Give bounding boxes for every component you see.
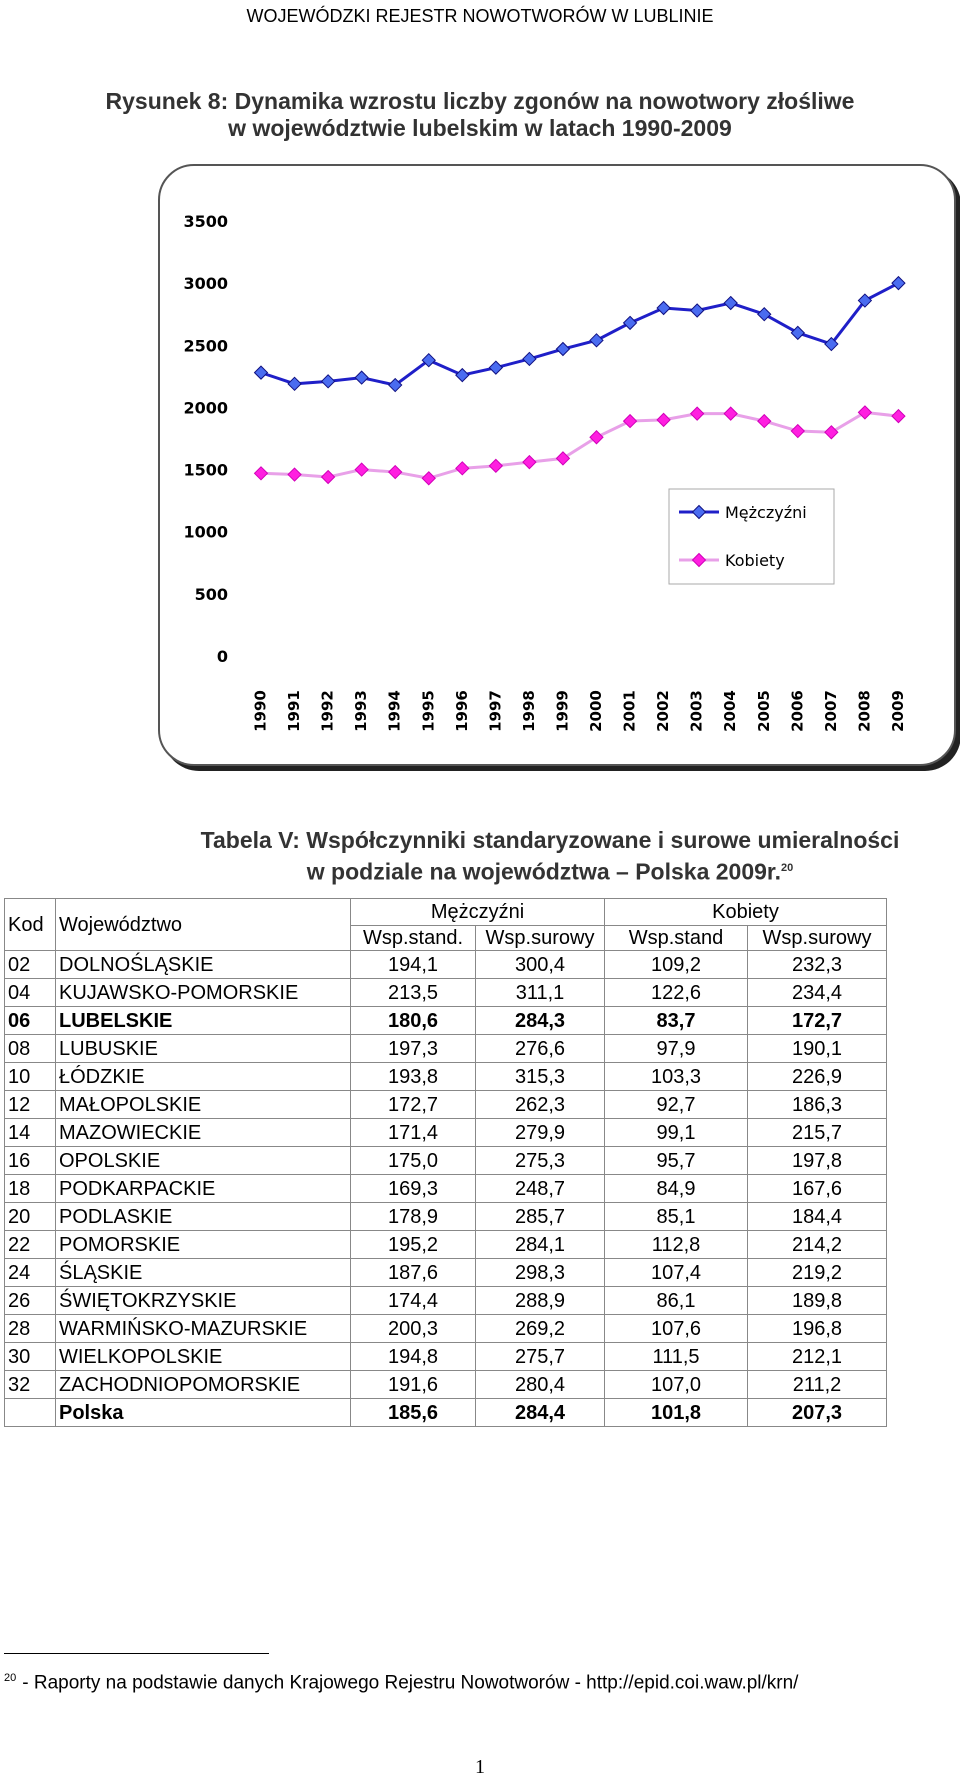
data-point <box>791 425 804 438</box>
table-row <box>5 1007 887 1035</box>
cell-wojewodztwo: ŁÓDZKIE <box>56 1063 351 1091</box>
col-header-men-raw: Wsp.surowy <box>476 926 605 951</box>
data-point <box>322 471 335 484</box>
data-point <box>892 277 905 290</box>
cell-women-std: 95,7 <box>605 1147 748 1175</box>
y-tick-label: 0 <box>216 647 228 666</box>
cell-men-std: 187,6 <box>351 1259 476 1287</box>
x-tick-label: 1992 <box>318 690 337 732</box>
cell-men-raw: 275,7 <box>476 1343 605 1371</box>
cell-women-std: 109,2 <box>605 951 748 979</box>
x-tick-label: 1995 <box>419 690 438 732</box>
footnote-number: 20 <box>4 1672 17 1684</box>
cell-kod: 30 <box>5 1343 56 1371</box>
x-tick-label: 1993 <box>352 690 371 732</box>
figure-title <box>0 88 960 142</box>
cell-men-raw: 248,7 <box>476 1175 605 1203</box>
cell-women-raw: 190,1 <box>748 1035 887 1063</box>
cell-kod: 28 <box>5 1315 56 1343</box>
cell-men-std: 175,0 <box>351 1147 476 1175</box>
mortality-table <box>4 898 887 1427</box>
data-point <box>389 466 402 479</box>
legend-label-men: Mężczyźni <box>725 503 807 522</box>
data-point <box>624 316 637 329</box>
cell-kod: 10 <box>5 1063 56 1091</box>
cell-women-std: 103,3 <box>605 1063 748 1091</box>
col-header-women-raw: Wsp.surowy <box>748 926 887 951</box>
cell-men-raw: 285,7 <box>476 1203 605 1231</box>
cell-kod: 02 <box>5 951 56 979</box>
cell-kod: 08 <box>5 1035 56 1063</box>
cell-wojewodztwo: OPOLSKIE <box>56 1147 351 1175</box>
data-point <box>657 413 670 426</box>
data-point <box>825 426 838 439</box>
cell-kod: 22 <box>5 1231 56 1259</box>
table-title-line-1: Tabela V: Współczynniki standaryzowane i surowe umieralności <box>200 827 900 853</box>
cell-men-std: 194,1 <box>351 951 476 979</box>
cell-men-std: 200,3 <box>351 1315 476 1343</box>
table-row <box>5 1371 887 1399</box>
cell-kod: 16 <box>5 1147 56 1175</box>
x-tick-label: 2009 <box>888 690 907 732</box>
table-row <box>5 979 887 1007</box>
data-point <box>758 415 771 428</box>
cell-wojewodztwo: LUBELSKIE <box>56 1007 351 1035</box>
footnote-divider <box>4 1653 269 1654</box>
data-point <box>288 468 301 481</box>
cell-women-raw: 167,6 <box>748 1175 887 1203</box>
table-row <box>5 951 887 979</box>
y-tick-label: 3500 <box>183 212 228 231</box>
table-row <box>5 1315 887 1343</box>
x-tick-label: 1999 <box>553 690 572 732</box>
cell-wojewodztwo: LUBUSKIE <box>56 1035 351 1063</box>
data-point <box>624 415 637 428</box>
cell-women-std: 84,9 <box>605 1175 748 1203</box>
cell-wojewodztwo: PODLASKIE <box>56 1203 351 1231</box>
cell-men-std: 172,7 <box>351 1091 476 1119</box>
data-point <box>355 371 368 384</box>
x-tick-label: 2001 <box>620 690 639 732</box>
figure-title-line-1: Rysunek 8: Dynamika wzrostu liczby zgonów na nowotwory złośliwe <box>105 88 855 114</box>
cell-wojewodztwo: MAŁOPOLSKIE <box>56 1091 351 1119</box>
cell-men-std: 197,3 <box>351 1035 476 1063</box>
cell-wojewodztwo: ZACHODNIOPOMORSKIE <box>56 1371 351 1399</box>
cell-men-raw: 284,4 <box>476 1399 605 1427</box>
cell-men-raw: 276,6 <box>476 1035 605 1063</box>
cell-kod <box>5 1399 56 1427</box>
cell-kod: 26 <box>5 1287 56 1315</box>
data-point <box>489 361 502 374</box>
figure-title-line-2: w województwie lubelskim w latach 1990-2009 <box>228 115 732 141</box>
y-tick-label: 3000 <box>183 274 228 294</box>
cell-women-raw: 197,8 <box>748 1147 887 1175</box>
data-point <box>523 352 536 365</box>
y-tick-label: 2500 <box>183 336 228 356</box>
y-tick-label: 2000 <box>183 398 228 418</box>
cell-kod: 06 <box>5 1007 56 1035</box>
footnote <box>4 1672 798 1694</box>
table-row <box>5 1259 887 1287</box>
cell-men-std: 185,6 <box>351 1399 476 1427</box>
data-point <box>456 462 469 475</box>
cell-women-raw: 207,3 <box>748 1399 887 1427</box>
col-group-men: Mężczyźni <box>351 899 605 926</box>
x-tick-label: 2000 <box>587 690 605 732</box>
cell-women-std: 92,7 <box>605 1091 748 1119</box>
cell-wojewodztwo: Polska <box>56 1399 351 1427</box>
table-row <box>5 1231 887 1259</box>
x-tick-label: 2006 <box>788 690 807 732</box>
data-point <box>523 456 536 469</box>
x-tick-label: 2008 <box>855 690 874 732</box>
cell-women-std: 83,7 <box>605 1007 748 1035</box>
cell-men-std: 213,5 <box>351 979 476 1007</box>
cell-men-raw: 284,1 <box>476 1231 605 1259</box>
cell-women-std: 122,6 <box>605 979 748 1007</box>
cell-men-raw: 279,9 <box>476 1119 605 1147</box>
cell-women-std: 112,8 <box>605 1231 748 1259</box>
data-point <box>255 366 268 379</box>
data-point <box>255 467 268 480</box>
table-row <box>5 1287 887 1315</box>
table-row <box>5 1343 887 1371</box>
cell-men-std: 193,8 <box>351 1063 476 1091</box>
x-tick-label: 1997 <box>486 690 505 732</box>
cell-men-std: 191,6 <box>351 1371 476 1399</box>
table-title-line-2 <box>140 854 960 886</box>
table-row <box>5 1203 887 1231</box>
cell-women-raw: 196,8 <box>748 1315 887 1343</box>
cell-men-raw: 300,4 <box>476 951 605 979</box>
cell-men-raw: 280,4 <box>476 1371 605 1399</box>
cell-kod: 04 <box>5 979 56 1007</box>
cell-men-raw: 275,3 <box>476 1147 605 1175</box>
cell-women-raw: 211,2 <box>748 1371 887 1399</box>
cell-women-std: 107,6 <box>605 1315 748 1343</box>
data-point <box>355 463 368 476</box>
footnote-text: - Raporty na podstawie danych Krajowego Rejestru Nowotworów - http://epid.coi.waw.pl/krn/ <box>22 1672 799 1694</box>
table-row <box>5 1147 887 1175</box>
cell-men-raw: 315,3 <box>476 1063 605 1091</box>
table-title-line-2-text: w podziale na województwa – Polska 2009r. <box>306 858 781 885</box>
cell-women-std: 85,1 <box>605 1203 748 1231</box>
table-row <box>5 1063 887 1091</box>
cell-kod: 32 <box>5 1371 56 1399</box>
table-row <box>5 1175 887 1203</box>
cell-men-raw: 311,1 <box>476 979 605 1007</box>
col-header-wojewodztwo: Województwo <box>56 899 351 951</box>
cell-women-raw: 172,7 <box>748 1007 887 1035</box>
legend-label-women: Kobiety <box>725 551 785 570</box>
cell-wojewodztwo: PODKARPACKIE <box>56 1175 351 1203</box>
cell-women-raw: 226,9 <box>748 1063 887 1091</box>
cell-kod: 18 <box>5 1175 56 1203</box>
x-tick-label: 1991 <box>285 690 304 732</box>
cell-women-std: 107,0 <box>605 1371 748 1399</box>
cell-kod: 24 <box>5 1259 56 1287</box>
cell-men-raw: 284,3 <box>476 1007 605 1035</box>
cell-men-std: 195,2 <box>351 1231 476 1259</box>
data-point <box>724 407 737 420</box>
cell-wojewodztwo: POMORSKIE <box>56 1231 351 1259</box>
cell-women-raw: 232,3 <box>748 951 887 979</box>
data-point <box>657 302 670 315</box>
data-point <box>758 308 771 321</box>
col-group-women: Kobiety <box>605 899 887 926</box>
x-tick-label: 2004 <box>721 690 740 732</box>
cell-men-std: 178,9 <box>351 1203 476 1231</box>
cell-wojewodztwo: ŚLĄSKIE <box>56 1259 351 1287</box>
cell-women-std: 107,4 <box>605 1259 748 1287</box>
data-point <box>892 410 905 423</box>
table-row <box>5 1091 887 1119</box>
legend <box>669 489 834 584</box>
y-tick-label: 1500 <box>183 460 228 480</box>
cell-men-std: 180,6 <box>351 1007 476 1035</box>
col-header-women-std: Wsp.stand <box>605 926 748 951</box>
cell-kod: 12 <box>5 1091 56 1119</box>
cell-wojewodztwo: MAZOWIECKIE <box>56 1119 351 1147</box>
cell-women-std: 97,9 <box>605 1035 748 1063</box>
data-point <box>288 377 301 390</box>
x-tick-label: 2003 <box>687 690 706 732</box>
line-chart <box>160 166 954 764</box>
cell-women-raw: 189,8 <box>748 1287 887 1315</box>
cell-wojewodztwo: KUJAWSKO-POMORSKIE <box>56 979 351 1007</box>
cell-women-raw: 234,4 <box>748 979 887 1007</box>
table-row <box>5 1119 887 1147</box>
x-tick-label: 2002 <box>654 690 673 732</box>
chart-frame <box>158 164 956 766</box>
data-point <box>556 343 569 356</box>
cell-kod: 14 <box>5 1119 56 1147</box>
cell-men-raw: 298,3 <box>476 1259 605 1287</box>
data-point <box>858 406 871 419</box>
data-point <box>456 369 469 382</box>
cell-women-raw: 219,2 <box>748 1259 887 1287</box>
cell-wojewodztwo: WIELKOPOLSKIE <box>56 1343 351 1371</box>
cell-men-raw: 288,9 <box>476 1287 605 1315</box>
cell-women-std: 111,5 <box>605 1343 748 1371</box>
data-point <box>691 407 704 420</box>
cell-men-std: 174,4 <box>351 1287 476 1315</box>
table-row <box>5 1035 887 1063</box>
page-header: WOJEWÓDZKI REJESTR NOWOTWORÓW W LUBLINIE <box>246 6 714 26</box>
cell-women-std: 86,1 <box>605 1287 748 1315</box>
cell-men-raw: 269,2 <box>476 1315 605 1343</box>
x-tick-label: 1998 <box>519 690 538 732</box>
cell-wojewodztwo: DOLNOŚLĄSKIE <box>56 951 351 979</box>
x-tick-label: 1990 <box>251 690 270 732</box>
col-header-men-std: Wsp.stand. <box>351 926 476 951</box>
col-header-kod: Kod <box>5 899 56 951</box>
cell-wojewodztwo: ŚWIĘTOKRZYSKIE <box>56 1287 351 1315</box>
cell-women-raw: 184,4 <box>748 1203 887 1231</box>
y-tick-label: 1000 <box>183 522 228 542</box>
cell-men-raw: 262,3 <box>476 1091 605 1119</box>
x-tick-label: 1994 <box>385 690 404 732</box>
data-point <box>489 459 502 472</box>
cell-women-raw: 215,7 <box>748 1119 887 1147</box>
data-point <box>724 297 737 310</box>
table-title <box>140 826 960 886</box>
cell-men-std: 194,8 <box>351 1343 476 1371</box>
data-point <box>422 472 435 485</box>
x-tick-label: 2005 <box>754 690 773 732</box>
cell-women-std: 99,1 <box>605 1119 748 1147</box>
data-point <box>322 375 335 388</box>
cell-wojewodztwo: WARMIŃSKO-MAZURSKIE <box>56 1315 351 1343</box>
x-tick-label: 2007 <box>821 690 840 732</box>
cell-women-raw: 212,1 <box>748 1343 887 1371</box>
data-point <box>691 304 704 317</box>
table-row <box>5 1399 887 1427</box>
data-point <box>590 334 603 347</box>
page-number: 1 <box>475 1756 485 1778</box>
cell-women-raw: 186,3 <box>748 1091 887 1119</box>
data-point <box>791 326 804 339</box>
cell-men-std: 171,4 <box>351 1119 476 1147</box>
x-tick-label: 1996 <box>452 690 471 732</box>
y-tick-label: 500 <box>194 584 228 604</box>
cell-women-raw: 214,2 <box>748 1231 887 1259</box>
cell-women-std: 101,8 <box>605 1399 748 1427</box>
cell-men-std: 169,3 <box>351 1175 476 1203</box>
cell-kod: 20 <box>5 1203 56 1231</box>
footnote-ref: 20 <box>780 862 794 874</box>
